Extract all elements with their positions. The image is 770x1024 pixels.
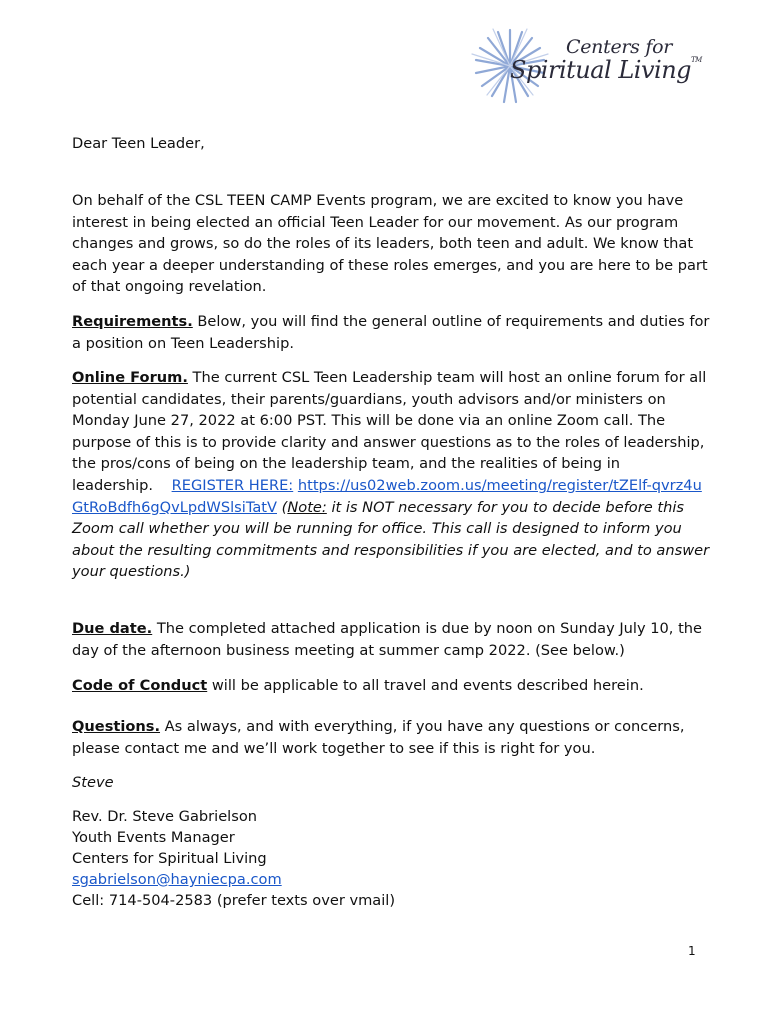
requirements-paragraph [72,311,712,354]
requirements-text: Below, you will find the general outline of requirements and duties for a position on Teen Leadership. [72,313,710,352]
logo-line-1: Centers for [566,36,673,58]
logo-line-2 [510,56,702,84]
questions-paragraph [72,716,712,759]
due-date-paragraph [72,618,712,661]
note-label: Note: [287,498,327,516]
intro-paragraph: On behalf of the CSL TEEN CAMP Events program, we are excited to know you have interest in being elected an official Teen Leader for our movement. As our program changes and grows, so do the roles of its leaders, both teen and adult. We know that each year a deeper understanding of these roles emerges, and you are here to be part of that ongoing revelation. [72,192,708,296]
contact-cell: Cell: 714-504-2583 (prefer texts over vmail) [72,892,396,909]
contact-org: Centers for Spiritual Living [72,850,267,867]
signature: Steve [72,774,114,791]
questions-heading: Questions. [72,718,161,735]
register-here-link[interactable]: REGISTER HERE: [171,476,294,494]
code-of-conduct-text: will be applicable to all travel and events described herein. [207,677,644,694]
note-open: ( [277,498,288,516]
page-number: 1 [688,944,696,958]
online-forum-heading: Online Forum. [72,369,188,386]
code-of-conduct-heading: Code of Conduct [72,677,208,694]
note-text: it is NOT necessary for you to decide before this Zoom call whether you will be running for office. This call is designed to inform you about the resulting commitments and responsibilities if you are elected, and to answer your questions.) [72,498,710,581]
contact-name: Rev. Dr. Steve Gabrielson [72,808,258,825]
questions-text: As always, and with everything, if you have any questions or concerns, please contact me and we’ll work together to see if this is right for you. [72,718,685,757]
due-date-text: The completed attached application is due by noon on Sunday July 10, the day of the afternoon business meeting at summer camp 2022. (See below.) [72,620,703,659]
due-date-heading: Due date. [72,620,153,637]
trademark-mark: TM [691,56,702,64]
code-of-conduct-paragraph [72,675,712,697]
online-forum-text: The current CSL Teen Leadership team will host an online forum for all potential candidates, their parents/guardians, youth advisors and/or ministers on Monday June 27, 2022 at 6:00 PST. This will be done via an online Zoom call. The purpose of this is to provide clarity and answer questions as to the roles of leadership, the pros/cons of being on the leadership team, and the realities of being in leadership. [72,369,707,494]
online-forum-paragraph [72,367,712,583]
contact-email-link[interactable]: sgabrielson@hayniecpa.com [72,871,282,888]
requirements-heading: Requirements. [72,313,193,330]
salutation: Dear Teen Leader, [72,135,205,152]
zoom-registration-url[interactable]: https://us02web.zoom.us/meeting/register/tZElf-qvrz4uGtRoBdfh6gQvLpdWSlsiTatV [72,476,702,516]
csl-logo [470,26,702,106]
logo-line-2-text: Spiritual Living [510,56,692,84]
contact-title: Youth Events Manager [72,829,235,846]
contact-block [72,806,712,911]
